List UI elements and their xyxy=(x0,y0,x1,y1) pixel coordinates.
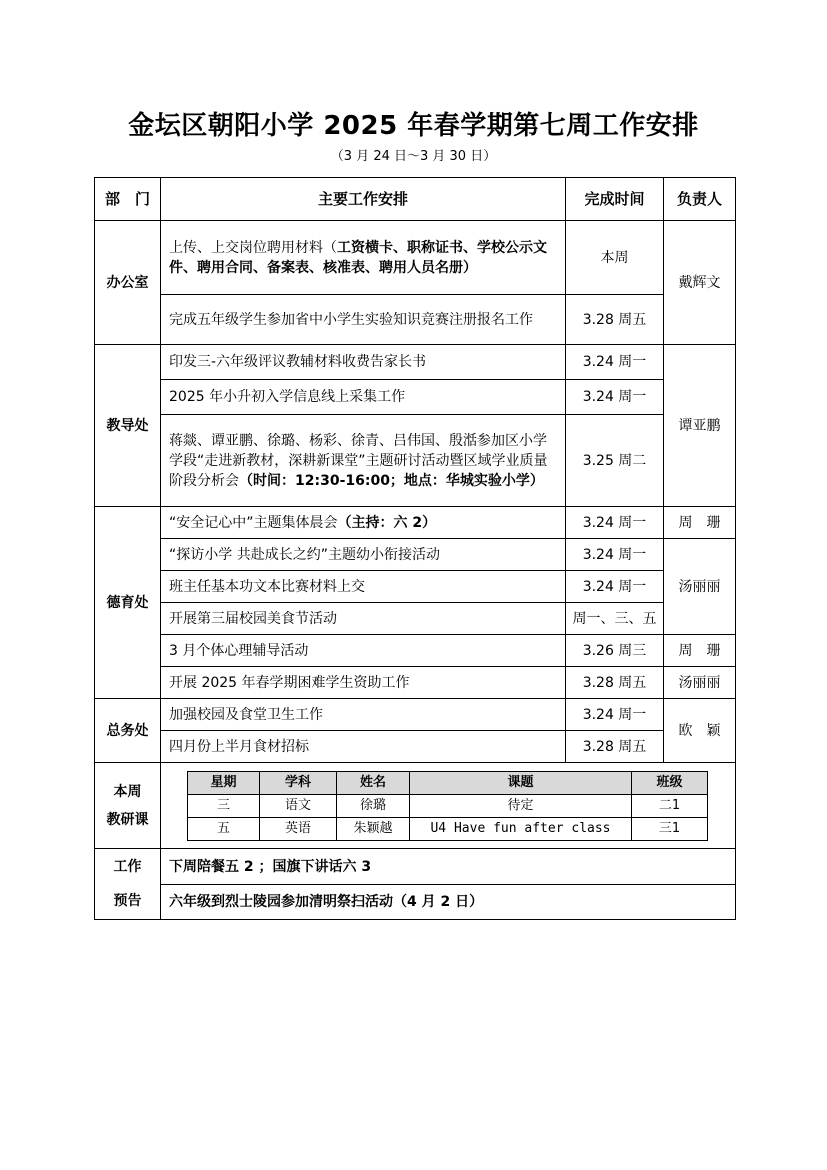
header-dept: 部 门 xyxy=(95,178,161,221)
research-header: 班级 xyxy=(632,771,708,794)
table-row xyxy=(95,731,736,763)
research-header: 课题 xyxy=(410,771,632,794)
time-cell: 3.24 周一 xyxy=(566,507,664,539)
header-owner: 负责人 xyxy=(664,178,736,221)
research-header-row xyxy=(188,771,708,794)
dept-teaching: 教导处 xyxy=(95,345,161,507)
dept-moral: 德育处 xyxy=(95,507,161,699)
owner-cell: 周 珊 xyxy=(664,507,736,539)
task-cell: 完成五年级学生参加省中小学生实验知识竞赛注册报名工作 xyxy=(161,295,566,345)
preview-line: 六年级到烈士陵园参加清明祭扫活动（4 月 2 日） xyxy=(161,885,736,920)
task-cell: 2025 年小升初入学信息线上采集工作 xyxy=(161,380,566,415)
research-cell: 英语 xyxy=(260,817,337,840)
page-title: 金坛区朝阳小学 2025 年春学期第七周工作安排 xyxy=(128,111,699,141)
task-cell: 3 月个体心理辅导活动 xyxy=(161,635,566,667)
research-data-row xyxy=(188,794,708,817)
task-cell: 印发三-六年级评议教辅材料收费告家长书 xyxy=(161,345,566,380)
task-cell: “安全记心中”主题集体晨会（主持：六 2） xyxy=(161,507,566,539)
time-cell: 3.26 周三 xyxy=(566,635,664,667)
time-cell: 3.24 周一 xyxy=(566,345,664,380)
research-cell: 待定 xyxy=(410,794,632,817)
table-row xyxy=(95,603,736,635)
table-row xyxy=(95,345,736,380)
research-cell: U4 Have fun after class xyxy=(410,817,632,840)
research-row xyxy=(95,763,736,849)
research-header: 姓名 xyxy=(337,771,410,794)
task-cell: 开展 2025 年春学期困难学生资助工作 xyxy=(161,667,566,699)
dept-research: 本周 教研课 xyxy=(95,763,161,849)
table-row xyxy=(95,380,736,415)
research-cell: 朱颖越 xyxy=(337,817,410,840)
owner-cell: 欧 颖 xyxy=(664,699,736,763)
owner-cell: 汤丽丽 xyxy=(664,667,736,699)
research-header: 星期 xyxy=(188,771,260,794)
schedule-table xyxy=(94,177,736,920)
task-cell: 蒋燚、谭亚鹏、徐璐、杨彩、徐青、吕伟国、殷湉参加区小学学段“走进新教材，深耕新课堂”主题研讨活动暨区域学业质量阶段分析会（时间：12:30-16:00；地点：华城实验小学） xyxy=(161,415,566,507)
preview-line: 下周陪餐五 2 ；国旗下讲话六 3 xyxy=(161,849,736,885)
task-cell: 加强校园及食堂卫生工作 xyxy=(161,699,566,731)
dept-office: 办公室 xyxy=(95,221,161,345)
time-cell: 3.24 周一 xyxy=(566,380,664,415)
research-cell: 五 xyxy=(188,817,260,840)
time-cell: 本周 xyxy=(566,221,664,295)
owner-cell: 周 珊 xyxy=(664,635,736,667)
research-cell: 三1 xyxy=(632,817,708,840)
task-cell: 四月份上半月食材招标 xyxy=(161,731,566,763)
header-time: 完成时间 xyxy=(566,178,664,221)
research-cell: 二1 xyxy=(632,794,708,817)
time-cell: 3.24 周一 xyxy=(566,571,664,603)
research-data-row xyxy=(188,817,708,840)
preview-row xyxy=(95,849,736,885)
table-row xyxy=(95,635,736,667)
header-row xyxy=(95,178,736,221)
owner-cell: 戴辉文 xyxy=(664,221,736,345)
research-cell: 徐璐 xyxy=(337,794,410,817)
time-cell: 3.28 周五 xyxy=(566,667,664,699)
research-header: 学科 xyxy=(260,771,337,794)
table-row xyxy=(95,415,736,507)
time-cell: 3.24 周一 xyxy=(566,539,664,571)
time-cell: 周一、三、五 xyxy=(566,603,664,635)
table-row xyxy=(95,507,736,539)
task-cell: 上传、上交岗位聘用材料（工资横卡、职称证书、学校公示文件、聘用合同、备案表、核准表、聘用人员名册） xyxy=(161,221,566,295)
table-row xyxy=(95,667,736,699)
table-row xyxy=(95,295,736,345)
dept-preview: 工作 预告 xyxy=(95,849,161,920)
task-cell: 开展第三届校园美食节活动 xyxy=(161,603,566,635)
preview-row xyxy=(95,885,736,920)
task-cell: 班主任基本功文本比赛材料上交 xyxy=(161,571,566,603)
research-cell: 语文 xyxy=(260,794,337,817)
table-row xyxy=(95,699,736,731)
time-cell: 3.24 周一 xyxy=(566,699,664,731)
research-table xyxy=(187,771,708,841)
header-task: 主要工作安排 xyxy=(161,178,566,221)
table-row xyxy=(95,571,736,603)
time-cell: 3.28 周五 xyxy=(566,731,664,763)
research-cell xyxy=(161,763,736,849)
owner-cell: 谭亚鹏 xyxy=(664,345,736,507)
table-row xyxy=(95,539,736,571)
time-cell: 3.28 周五 xyxy=(566,295,664,345)
date-range: （3 月 24 日～3 月 30 日） xyxy=(330,149,497,164)
task-cell: “探访小学 共赴成长之约”主题幼小衔接活动 xyxy=(161,539,566,571)
table-row xyxy=(95,221,736,295)
dept-general: 总务处 xyxy=(95,699,161,763)
research-cell: 三 xyxy=(188,794,260,817)
owner-cell: 汤丽丽 xyxy=(664,539,736,635)
time-cell: 3.25 周二 xyxy=(566,415,664,507)
